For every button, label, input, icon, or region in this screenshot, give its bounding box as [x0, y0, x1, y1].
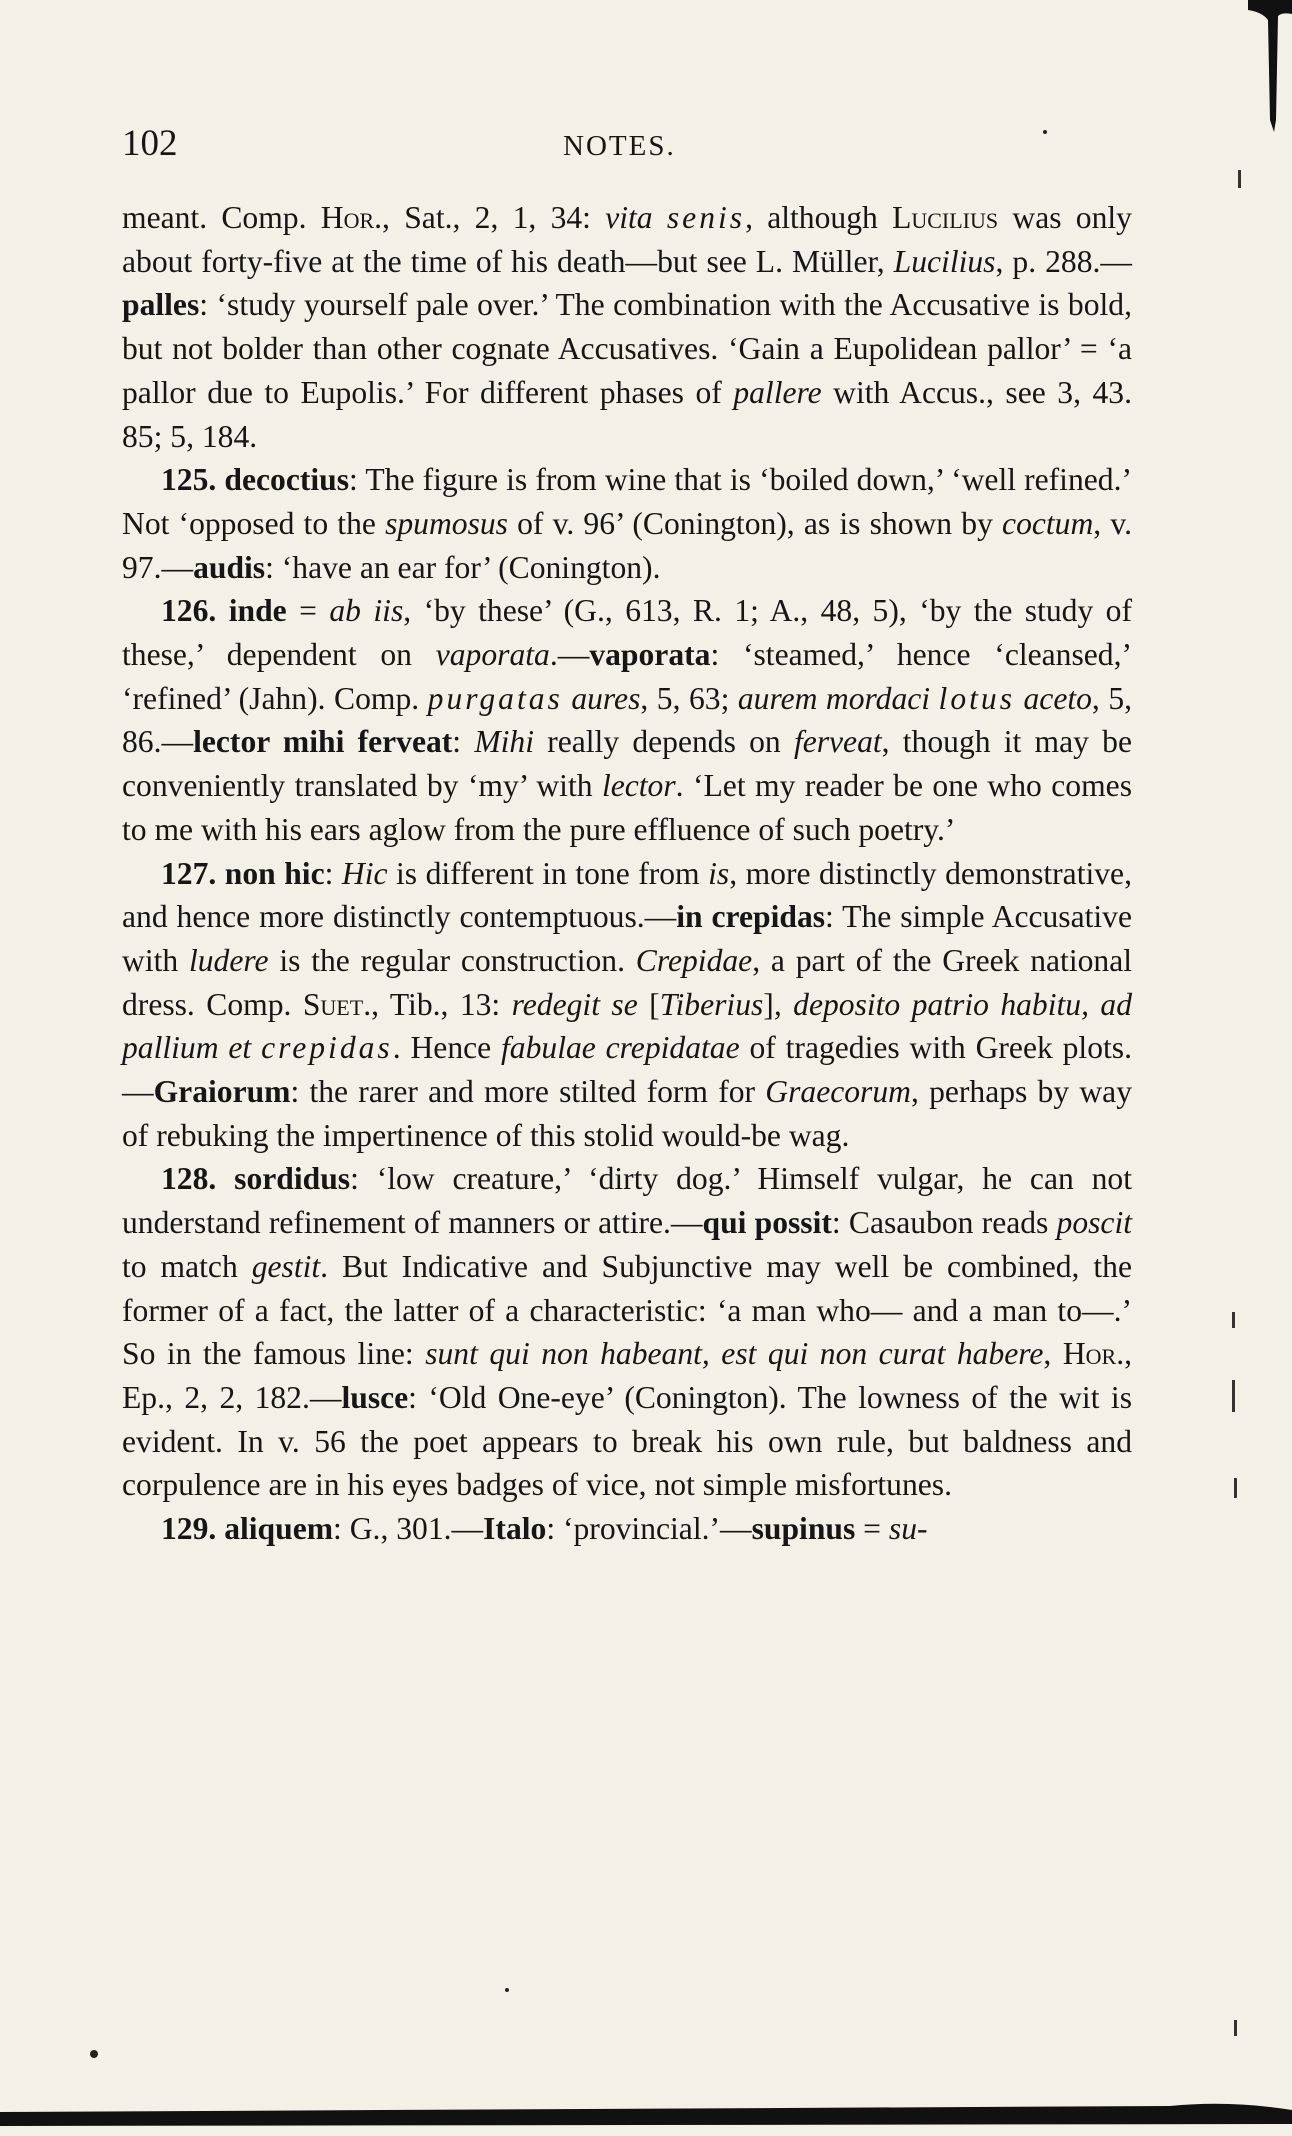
lemma-sordidus: sordidus [234, 1161, 351, 1197]
text-run: : ‘study yourself pale over.’ The combination with the Accusative is bold, but not bolder than other cognate Accusatives. ‘Gain a Eupolidean pallor’ = ‘a pallor due to Eupolis.’ For different phases of [122, 287, 1132, 410]
lemma-italo: Italo [483, 1511, 547, 1547]
text-run: was only about forty-five at the time of his death—but see L. Müller, [122, 200, 1132, 279]
text-run: Mihi [474, 724, 534, 760]
running-head: NOTES. [563, 130, 676, 162]
text-run: crepidas [261, 1030, 393, 1066]
text-run: ., Sat., 2, 1, 34: [374, 200, 606, 235]
note-124-continued [122, 196, 1132, 458]
page-number: 102 [122, 123, 178, 164]
text-run: , v. 97.— [122, 505, 1132, 585]
text-run: to match [122, 1248, 252, 1284]
page-header [122, 122, 1132, 182]
text-run: of v. 96’ (Conington), as is shown by [507, 505, 1003, 541]
text-run: : ‘steamed,’ hence ‘cleansed,’ ‘refined’ (Jahn). Comp. [122, 637, 1132, 716]
text-run: poscit [1056, 1205, 1132, 1241]
lemma-in-crepidas: in crepidas [676, 899, 826, 935]
text-run: purgatas [427, 680, 563, 716]
margin-mark [1234, 1478, 1237, 1498]
text-run: ., Tib., 13: [363, 986, 512, 1022]
text-run: : Casaubon reads [831, 1205, 1057, 1241]
note-126 [122, 589, 1132, 851]
lemma-palles: palles [122, 287, 200, 323]
text-run: pallere [733, 374, 822, 410]
text-run: Hor [320, 200, 375, 235]
lemma-aliquem: aliquem [224, 1511, 334, 1547]
text-run: . But Indicative and Subjunctive may well be combined, the former of a fact, the latter of a characteristic: ‘a man who— and a man to—.’ So in the famous line: [122, 1248, 1132, 1372]
text-run: , ‘by these’ (G., 613, R. 1; A., 48, 5), ‘by the study of these,’ dependent on [122, 593, 1132, 673]
text-run: : [324, 855, 342, 891]
text-run: is [708, 855, 730, 891]
text-run: Hic [341, 855, 388, 891]
text-run: , more distinctly demonstrative, and hence more distinctly contemptuous.— [122, 855, 1132, 935]
text-run: . Hence [392, 1030, 502, 1066]
text-run: sunt qui non habeant, est qui non curat habere [425, 1336, 1044, 1372]
note-number: 125. [161, 462, 217, 498]
text-run: = [286, 593, 330, 629]
text-run: : ‘have an ear for’ (Conington). [265, 549, 661, 585]
text-run: , 5, 63; [640, 680, 738, 716]
margin-mark [1234, 2020, 1237, 2036]
text-run: lotus [938, 680, 1015, 716]
text-run: gestit [251, 1248, 321, 1284]
text-run: Suet [302, 986, 364, 1022]
note-number: 128. [161, 1161, 217, 1197]
note-128 [122, 1157, 1132, 1507]
text-run: Lucilius [892, 200, 999, 235]
text-run: , p. 288.— [995, 243, 1132, 279]
corner-ink-mark [1248, 0, 1292, 140]
margin-mark [1232, 1380, 1235, 1412]
text-run: ludere [188, 942, 269, 978]
lemma-lusce: lusce [341, 1379, 409, 1415]
text-run: : ‘provincial.’— [546, 1511, 752, 1547]
text-run: lector [601, 768, 676, 804]
text-run: , perhaps by way of rebuking the impertinence of this stolid would-be wag. [122, 1074, 1133, 1153]
text-run: senis [666, 200, 746, 235]
text-run: : ‘low creature,’ ‘dirty dog.’ Himself vulgar, he can not understand refinement of manners or attire.— [122, 1161, 1132, 1241]
text-run: : ‘Old One-eye’ (Conington). The lowness of the wit is evident. In v. 56 the poet appears to break his own rule, but baldness and corpulence are in his eyes badges of vice, not simple misfortunes. [122, 1379, 1132, 1503]
note-number: 127. [161, 855, 217, 891]
ink-dot [1043, 130, 1047, 134]
note-number: 129. [161, 1511, 217, 1547]
lemma-non-hic: non hic [224, 855, 325, 891]
text-run: Tiberius [659, 986, 764, 1022]
text-run: ., Ep., 2, 2, 182.— [122, 1336, 1133, 1415]
text-run: ferveat [793, 724, 882, 760]
text-run: : G., 301.— [333, 1511, 484, 1547]
lemma-lector-mihi-ferveat: lector mihi ferveat [193, 724, 453, 760]
text-run: ab iis [329, 593, 404, 629]
text-run: aures [562, 680, 641, 716]
lemma-audis: audis [193, 549, 266, 585]
text-run: Lucilius [893, 243, 996, 279]
text-run: , [1043, 1336, 1063, 1372]
note-125 [122, 458, 1132, 589]
text-run: Crepidae [635, 942, 753, 978]
text-run: of tragedies with Greek plots.— [122, 1030, 1132, 1110]
text-run: : The simple Accusative with [122, 899, 1133, 978]
note-number: 126. [161, 593, 217, 629]
text-run: Graecorum [765, 1074, 911, 1110]
text-run: with Accus., see 3, 43. 85; 5, 184. [122, 374, 1132, 454]
note-129 [122, 1507, 1132, 1551]
notes-body [122, 196, 1132, 1551]
lemma-graiorum: Graiorum [153, 1074, 291, 1110]
text-run: = [855, 1511, 889, 1547]
text-run: , though it may be conveniently translated by ‘my’ with [122, 724, 1132, 804]
text-run: : The figure is from wine that is ‘boiled down,’ ‘well refined.’ Not ‘opposed to the [122, 462, 1132, 541]
margin-mark [1232, 1312, 1235, 1328]
text-run: , deposito patrio habitu, ad pallium et [122, 986, 1133, 1066]
lemma-vaporata: vaporata [589, 637, 711, 673]
ink-dot [90, 2050, 98, 2058]
text-run: vita [605, 200, 653, 235]
text-run: : the rarer and more stilted form for [290, 1074, 766, 1110]
text-run: su- [888, 1511, 928, 1547]
lemma-supinus: supinus [751, 1511, 856, 1547]
text-run: is different in tone from [387, 855, 709, 891]
text-run: redegit se [511, 986, 638, 1022]
text-run: .— [549, 637, 590, 673]
ink-dot [505, 1988, 509, 1992]
text-run: aurem mordaci [737, 680, 939, 716]
text-run: coctum [1002, 505, 1094, 541]
text-run: Hor [1062, 1336, 1117, 1372]
note-127: 127. non hic: Hic is different in tone from is, more distinctly demonstrative, and hence more distinctly contemptuous.—in crepidas: The simple Accusative with ludere is the regular construction. Crepidae, a part of the Greek national dress. Comp. Suet., Tib., 13: redegit se [Tiberius], deposito patrio habitu, ad pallium et crepidas. Hence fabulae crepidatae of tragedies with Greek plots.—Graiorum: the rarer and more stilted form for Graecorum, perhaps by way of rebuking the impertinence of this stolid would-be wag. [122, 855, 1133, 1153]
text-run: aceto [1015, 680, 1092, 716]
text-run: fabulae crepidatae [501, 1030, 740, 1066]
text-run: is the regular construction. [268, 942, 636, 978]
text-run: really depends on [533, 724, 794, 760]
lemma-inde: inde [228, 593, 287, 629]
text-run: , although [745, 200, 893, 235]
bottom-edge-rule [0, 2100, 1292, 2136]
text-run: : [452, 724, 475, 760]
text-run: meant. Comp. [122, 200, 321, 235]
text-run: , 5, 86.— [122, 680, 1133, 760]
lemma-qui-possit: qui possit [702, 1205, 832, 1241]
text-run: vaporata [435, 637, 550, 673]
margin-mark [1238, 170, 1241, 188]
text-run: . ‘Let my reader be one who comes to me with his ears aglow from the pure effluence of such poetry.’ [122, 768, 1132, 847]
text-run: , a part of the Greek national dress. Comp. [122, 942, 1132, 1022]
text-run: spumosus [385, 505, 508, 541]
lemma-decoctius: decoctius [224, 462, 350, 498]
